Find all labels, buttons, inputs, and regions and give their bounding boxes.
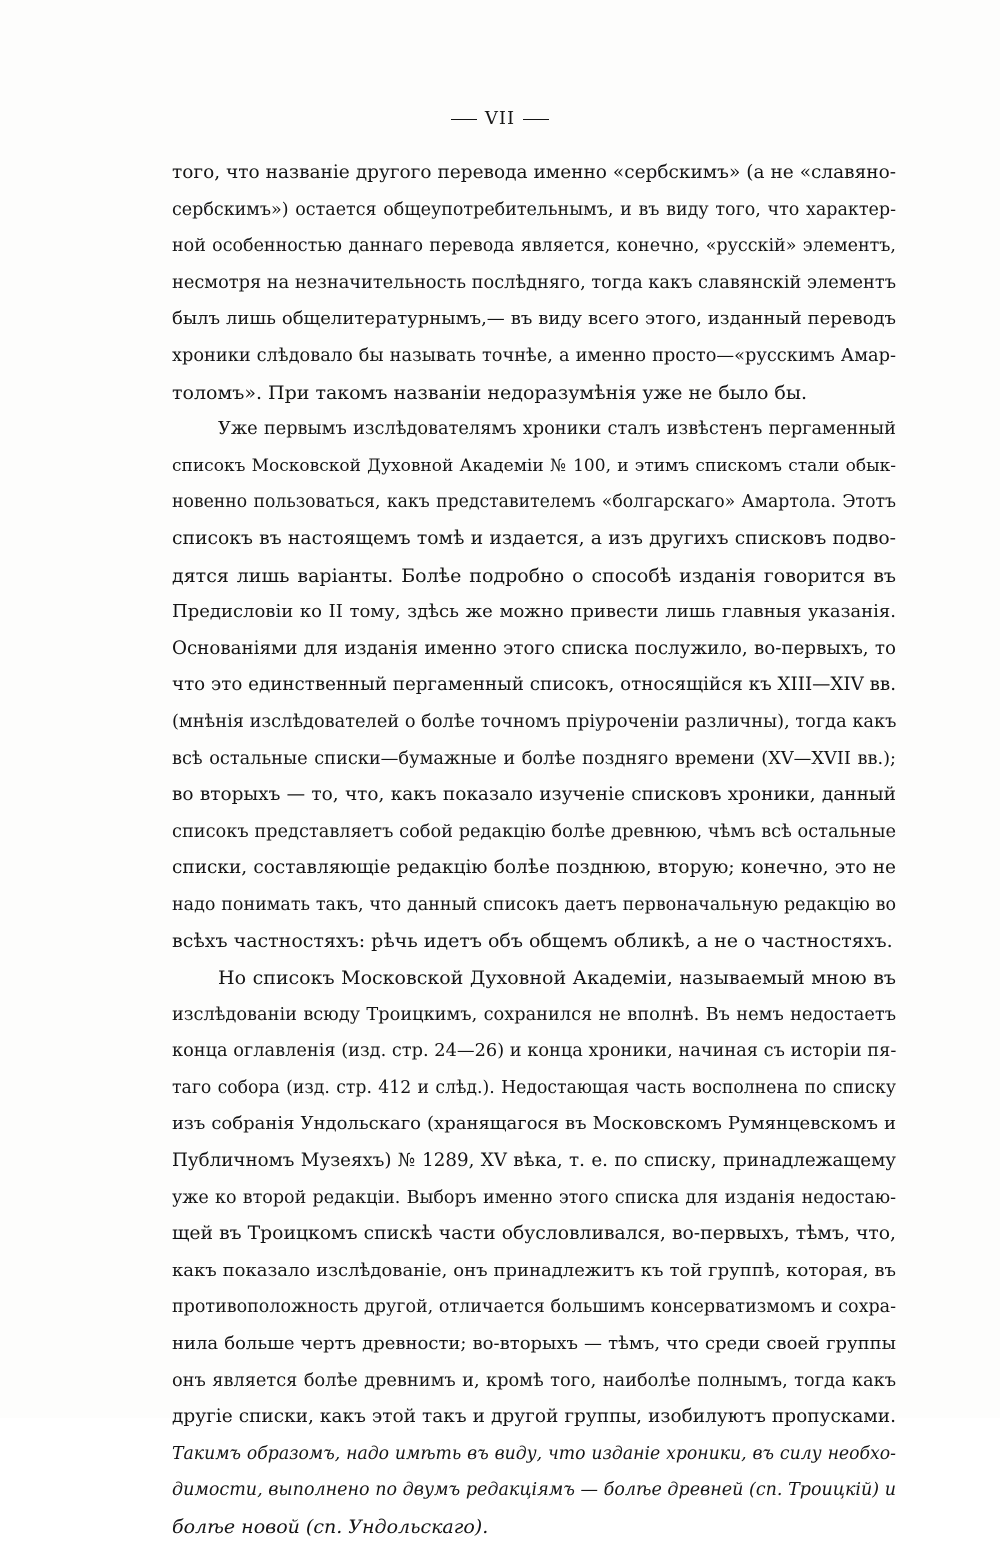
text-line: противоположность другой, отличается большимъ консерватизмомъ и сохра- xyxy=(172,1297,896,1318)
page-number-dash-left xyxy=(451,119,477,120)
text-line: онъ является болѣе древнимъ и, кромѣ того, наиболѣе полнымъ, тогда какъ xyxy=(172,1370,896,1391)
text-line: дятся лишь варіанты. Болѣе подробно о способѣ изданія говорится въ xyxy=(172,564,896,587)
text-line: Основаніями для изданія именно этого списка послужило, во-первыхъ, то xyxy=(172,637,896,659)
text-line: щей въ Троицкомъ спискѣ части обусловливался, во-первыхъ, тѣмъ, что, xyxy=(172,1223,896,1245)
paragraph-italic-note xyxy=(172,1436,896,1546)
text-line: Уже первымъ изслѣдователямъ хроники сталъ извѣстенъ пергаменный xyxy=(218,419,896,440)
text-line: всѣ остальные списки—бумажные и болѣе поздняго времени (XV—XVII вв.); xyxy=(172,748,896,769)
text-line: Публичномъ Музеяхъ) № 1289, XV вѣка, т. е. по списку, принадлежащему xyxy=(172,1150,896,1172)
text-line: что это единственный пергаменный списокъ, относящійся къ XIII—XIV вв. xyxy=(172,674,896,696)
text-line: сербскимъ») остается общеупотребительнымъ, и въ виду того, что характер- xyxy=(172,199,896,220)
body-text xyxy=(172,155,896,1546)
text-line: списки, составляющіе редакцію болѣе позднюю, вторую; конечно, это не xyxy=(172,857,896,879)
text-line: изъ собранія Ундольскаго (хранящагося въ Московскомъ Румянцевскомъ и xyxy=(172,1113,896,1135)
text-line: болѣе новой (сп. Ундольскаго). xyxy=(172,1515,489,1538)
text-line: былъ лишь общелитературнымъ,— въ виду всего этого, изданный переводъ xyxy=(172,308,896,330)
page-number xyxy=(0,108,1000,129)
text-line: (мнѣнія изслѣдователей о болѣе точномъ пріуроченіи различны), тогда какъ xyxy=(172,711,897,732)
text-line: нила больше чертъ древности; во-вторыхъ — тѣмъ, что среди своей группы xyxy=(172,1333,896,1354)
text-line: новенно пользоваться, какъ представителемъ «болгарскаго» Амартола. Этотъ xyxy=(172,492,896,513)
text-line: толомъ». При такомъ названіи недоразумѣнія уже не было бы. xyxy=(172,381,808,404)
text-line: другіе списки, какъ этой такъ и другой группы, изобилуютъ пропусками. xyxy=(172,1406,896,1428)
text-line: того, что названіе другого перевода именно «сербскимъ» (а не «славяно- xyxy=(172,162,896,183)
text-line: надо понимать такъ, что данный списокъ даетъ первоначальную редакцію во xyxy=(172,894,896,915)
text-line: ной особенностью даннаго перевода является, конечно, «русскій» элементъ, xyxy=(172,236,896,257)
text-line: списокъ Московской Духовной Академіи № 100, и этимъ спискомъ стали обык- xyxy=(172,455,896,476)
text-line: Но списокъ Московской Духовной Академіи, называемый мною въ xyxy=(218,967,896,990)
paragraph-3 xyxy=(172,960,896,1436)
page-number-text: VII xyxy=(484,108,516,129)
text-line: списокъ въ настоящемъ томѣ и издается, а изъ другихъ списковъ подво- xyxy=(172,527,896,549)
text-line: хроники слѣдовало бы называть точнѣе, а именно просто—«русскимъ Амар- xyxy=(172,345,896,366)
text-line: уже ко второй редакціи. Выборъ именно этого списка для изданія недостаю- xyxy=(172,1187,896,1208)
text-line: Такимъ образомъ, надо имѣть въ виду, что изданіе хроники, въ силу необхо- xyxy=(172,1443,896,1464)
text-line: списокъ представляетъ собой редакцію болѣе древнюю, чѣмъ всѣ остальные xyxy=(172,821,896,842)
text-line: изслѣдованіи всюду Троицкимъ, сохранился не вполнѣ. Въ немъ недостаетъ xyxy=(172,1004,896,1025)
text-line: несмотря на незначительность послѣдняго, тогда какъ славянскій элементъ xyxy=(172,272,896,293)
text-line: какъ показало изслѣдованіе, онъ принадлежитъ къ той группѣ, которая, въ xyxy=(172,1259,896,1281)
text-line: таго собора (изд. стр. 412 и слѣд.). Недостающая часть восполнена по списку xyxy=(172,1077,896,1098)
text-line: всѣхъ частностяхъ: рѣчь идетъ объ общемъ обликѣ, а не о частностяхъ. xyxy=(172,930,893,953)
text-line: Предисловіи ко II тому, здѣсь же можно привести лишь главныя указанія. xyxy=(172,601,896,623)
page-number-dash-right xyxy=(523,119,549,120)
paragraph-2 xyxy=(172,411,896,960)
text-line: димости, выполнено по двумъ редакціямъ — болѣе древней (сп. Троицкій) и xyxy=(172,1480,896,1501)
text-line: во вторыхъ — то, что, какъ показало изученіе списковъ хроники, данный xyxy=(172,784,896,806)
paragraph-1 xyxy=(172,155,896,411)
text-line: конца оглавленія (изд. стр. 24—26) и конца хроники, начиная съ исторіи пя- xyxy=(172,1041,897,1062)
